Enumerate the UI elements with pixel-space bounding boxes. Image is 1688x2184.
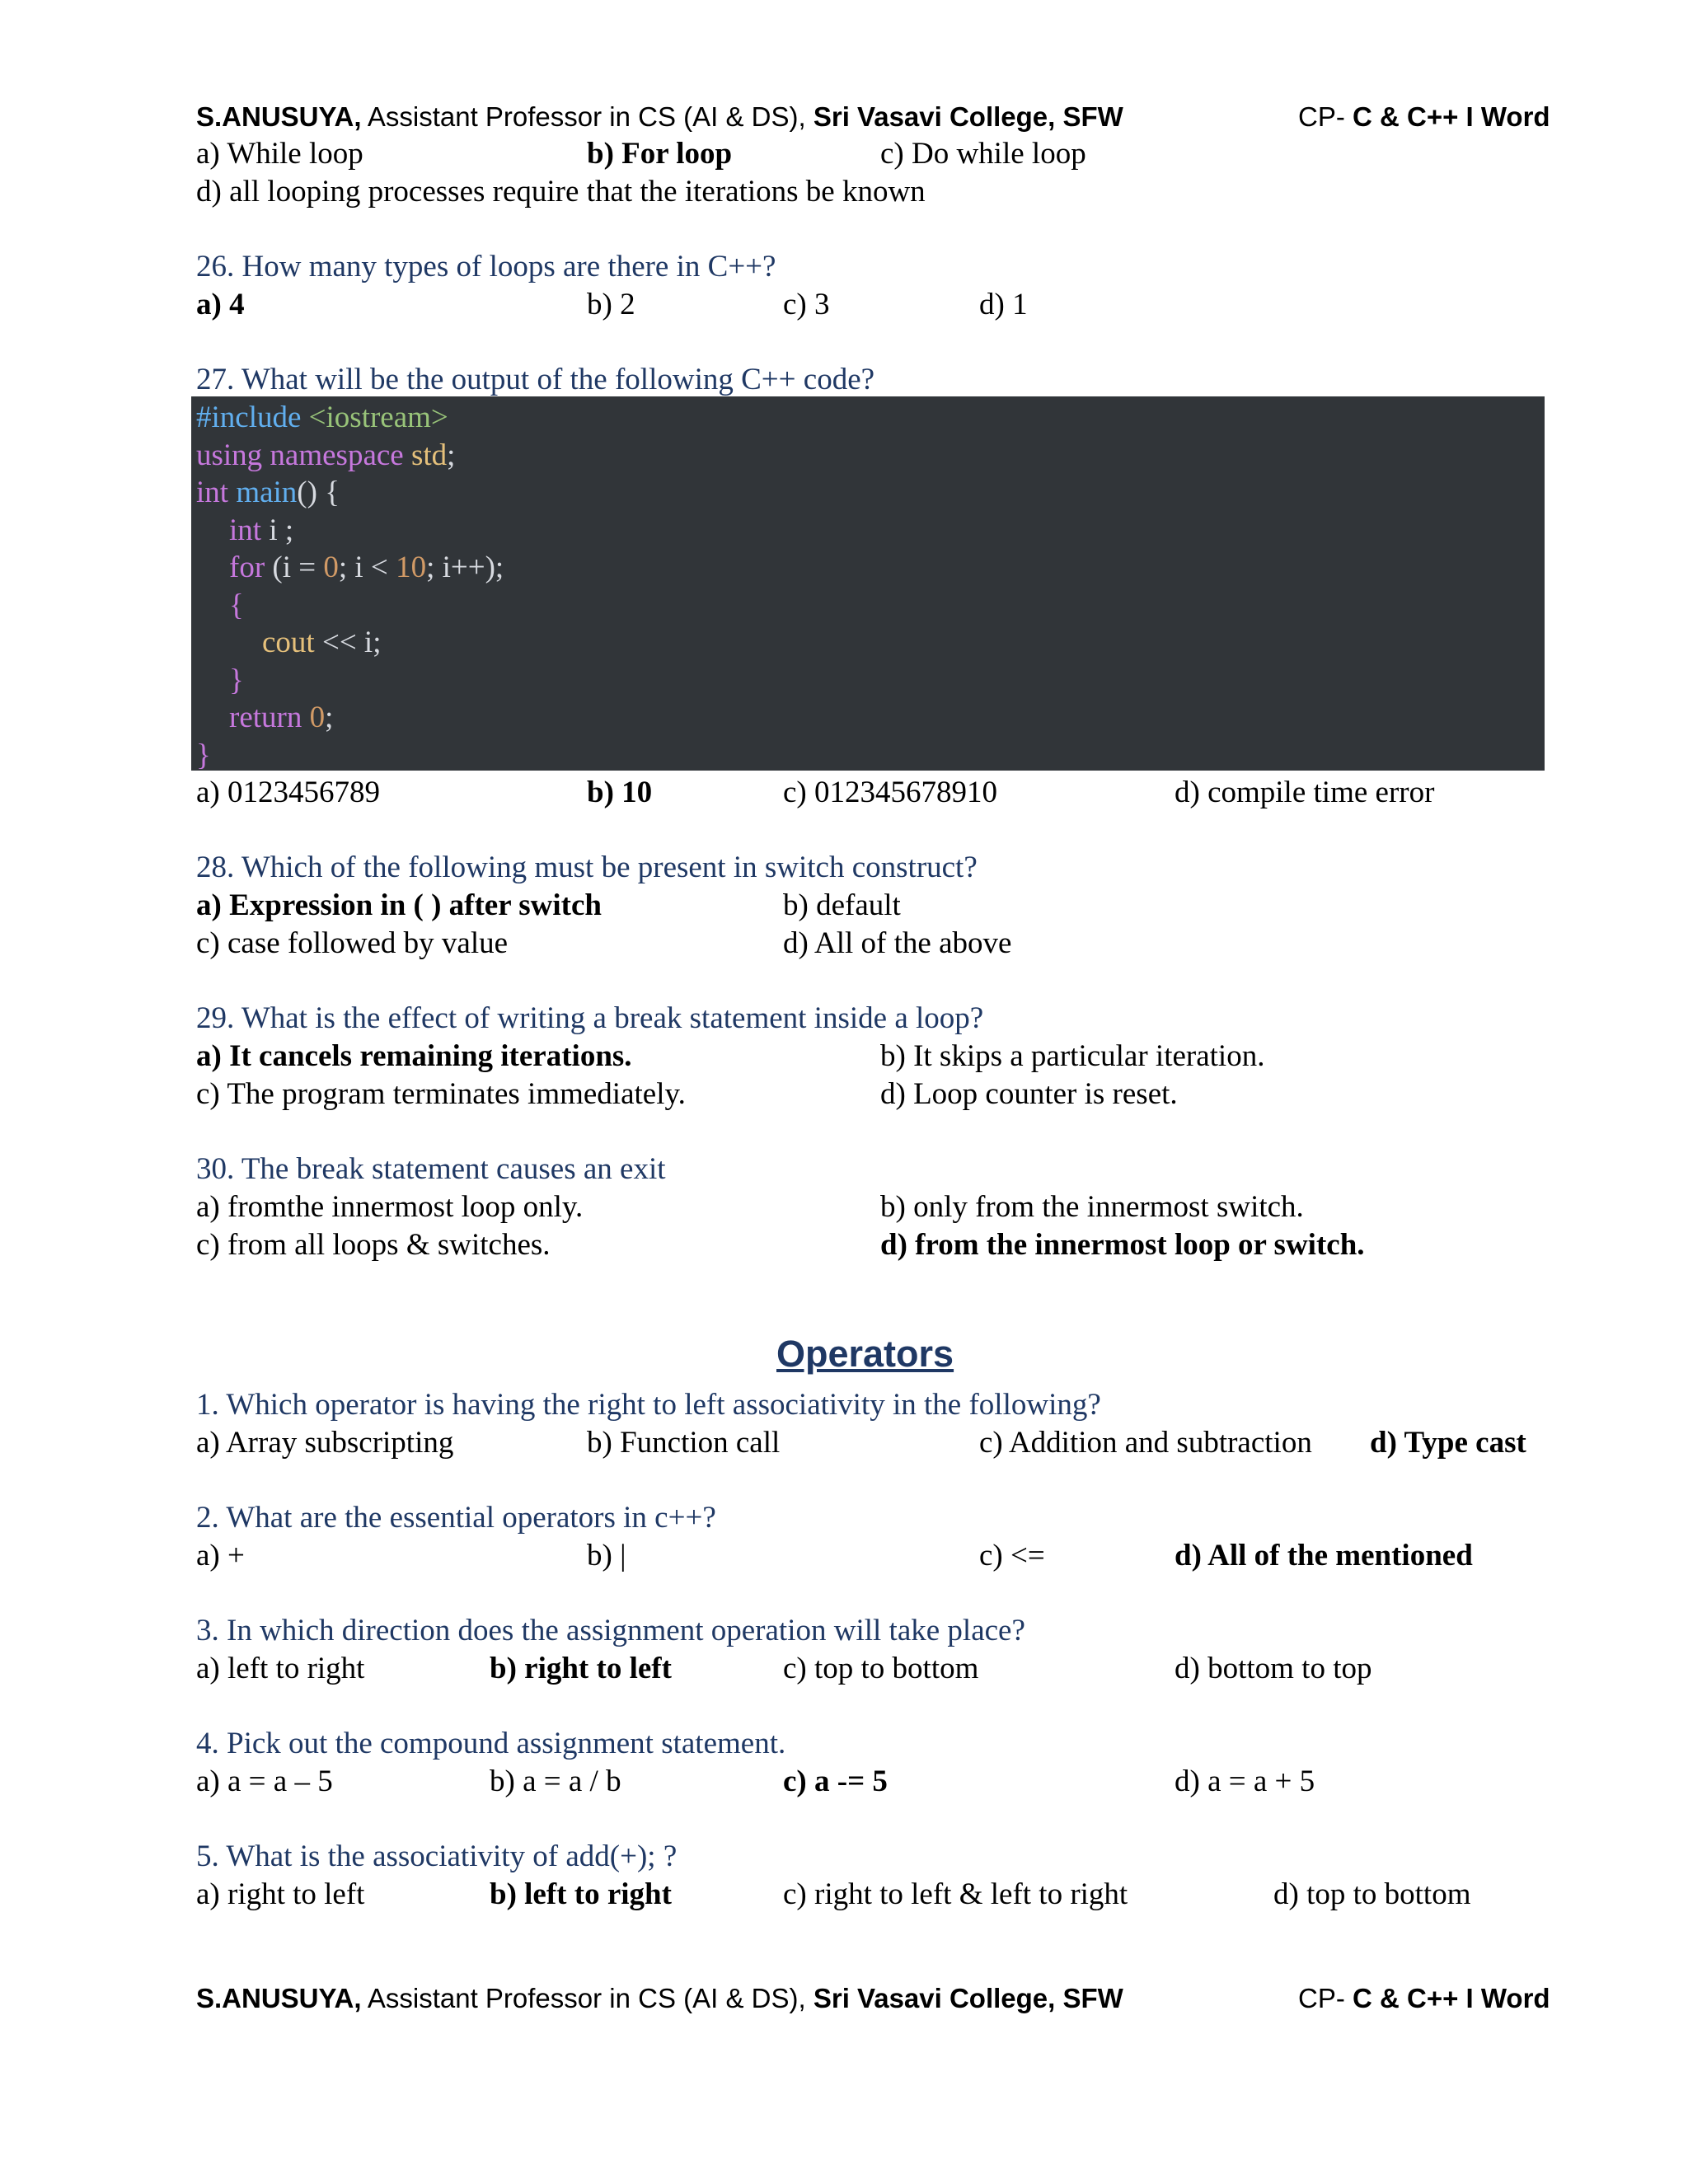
op5-option-a: a) right to left <box>196 1877 365 1911</box>
code-line-4: int i ; <box>229 513 294 547</box>
footer-designation: Assistant Professor in CS (AI & DS), <box>361 1983 814 2013</box>
q25-option-d: d) all looping processes require that the iterations be known <box>196 175 926 209</box>
q28-option-c: c) case followed by value <box>196 926 509 960</box>
code-line-2: using namespace std; <box>196 438 456 472</box>
op5-option-d: d) top to bottom <box>1273 1877 1471 1911</box>
op3-option-a: a) left to right <box>196 1652 365 1685</box>
op2-option-b: b) | <box>587 1539 626 1572</box>
code-line-1: #include <iostream> <box>196 401 448 434</box>
op4-question: 4. Pick out the compound assignment statement. <box>196 1727 786 1760</box>
op3-option-b: b) right to left <box>490 1652 672 1685</box>
q29-option-b: b) It skips a particular iteration. <box>880 1039 1265 1073</box>
section-title-operators: Operators <box>776 1333 954 1375</box>
code-line-5: for (i = 0; i < 10; i++); <box>229 551 504 584</box>
q27-question: 27. What will be the output of the following C++ code? <box>196 363 875 396</box>
q30-option-b: b) only from the innermost switch. <box>880 1190 1304 1224</box>
q29-option-c: c) The program terminates immediately. <box>196 1077 686 1111</box>
q29-question: 29. What is the effect of writing a break statement inside a loop? <box>196 1001 984 1035</box>
q27-option-a: a) 0123456789 <box>196 776 380 809</box>
footer-author: S.ANUSUYA, <box>196 1983 362 2013</box>
page-header <box>196 103 1123 130</box>
footer-course: CP- C & C++ I Word <box>1298 1983 1550 2013</box>
op2-option-c: c) <= <box>979 1539 1045 1572</box>
code-line-3: int main() { <box>196 476 340 509</box>
code-line-7: cout << i; <box>262 626 382 659</box>
op5-option-b: b) left to right <box>490 1877 672 1911</box>
q27-option-d: d) compile time error <box>1175 776 1435 809</box>
q26-option-a: a) 4 <box>196 288 245 321</box>
op4-option-d: d) a = a + 5 <box>1175 1765 1315 1798</box>
op1-question: 1. Which operator is having the right to left associativity in the following? <box>196 1388 1101 1422</box>
q30-question: 30. The break statement causes an exit <box>196 1152 666 1186</box>
q25-option-b: b) For loop <box>587 137 733 171</box>
code-line-6: { <box>229 588 244 622</box>
op1-option-a: a) Array subscripting <box>196 1426 454 1460</box>
op5-question: 5. What is the associativity of add(+); ? <box>196 1840 678 1873</box>
q28-option-b: b) default <box>783 888 901 922</box>
q30-option-d: d) from the innermost loop or switch. <box>880 1228 1365 1262</box>
q25-option-a: a) While loop <box>196 137 363 171</box>
op2-option-d: d) All of the mentioned <box>1175 1539 1473 1572</box>
header-college: Sri Vasavi College, SFW <box>813 101 1123 132</box>
q29-option-a: a) It cancels remaining iterations. <box>196 1039 632 1073</box>
footer-college: Sri Vasavi College, SFW <box>813 1983 1123 2013</box>
q27-option-b: b) 10 <box>587 776 653 809</box>
q28-option-a: a) Expression in ( ) after switch <box>196 888 602 922</box>
q27-option-c: c) 012345678910 <box>783 776 997 809</box>
code-line-8: } <box>229 663 244 697</box>
code-line-10: } <box>196 738 211 772</box>
header-course: CP- C & C++ I Word <box>1298 101 1550 132</box>
q30-option-c: c) from all loops & switches. <box>196 1228 551 1262</box>
q26-option-b: b) 2 <box>587 288 635 321</box>
op4-option-c: c) a -= 5 <box>783 1765 888 1798</box>
op2-question: 2. What are the essential operators in c++? <box>196 1501 716 1535</box>
q28-option-d: d) All of the above <box>783 926 1012 960</box>
q26-question: 26. How many types of loops are there in C++? <box>196 250 776 284</box>
page-footer <box>196 1985 1123 2012</box>
op3-option-d: d) bottom to top <box>1175 1652 1372 1685</box>
op5-option-c: c) right to left & left to right <box>783 1877 1128 1911</box>
op3-question: 3. In which direction does the assignment operation will take place? <box>196 1614 1025 1647</box>
code-line-9: return 0; <box>229 701 334 734</box>
q26-option-c: c) 3 <box>783 288 830 321</box>
op1-option-c: c) Addition and subtraction <box>979 1426 1312 1460</box>
op2-option-a: a) + <box>196 1539 245 1572</box>
header-author: S.ANUSUYA, <box>196 101 362 132</box>
op1-option-b: b) Function call <box>587 1426 781 1460</box>
op4-option-a: a) a = a – 5 <box>196 1765 333 1798</box>
op1-option-d: d) Type cast <box>1370 1426 1526 1460</box>
q28-question: 28. Which of the following must be present in switch construct? <box>196 851 978 884</box>
op3-option-c: c) top to bottom <box>783 1652 979 1685</box>
q26-option-d: d) 1 <box>979 288 1028 321</box>
q30-option-a: a) fromthe innermost loop only. <box>196 1190 584 1224</box>
q29-option-d: d) Loop counter is reset. <box>880 1077 1178 1111</box>
header-designation: Assistant Professor in CS (AI & DS), <box>361 101 814 132</box>
op4-option-b: b) a = a / b <box>490 1765 621 1798</box>
q25-option-c: c) Do while loop <box>880 137 1086 171</box>
